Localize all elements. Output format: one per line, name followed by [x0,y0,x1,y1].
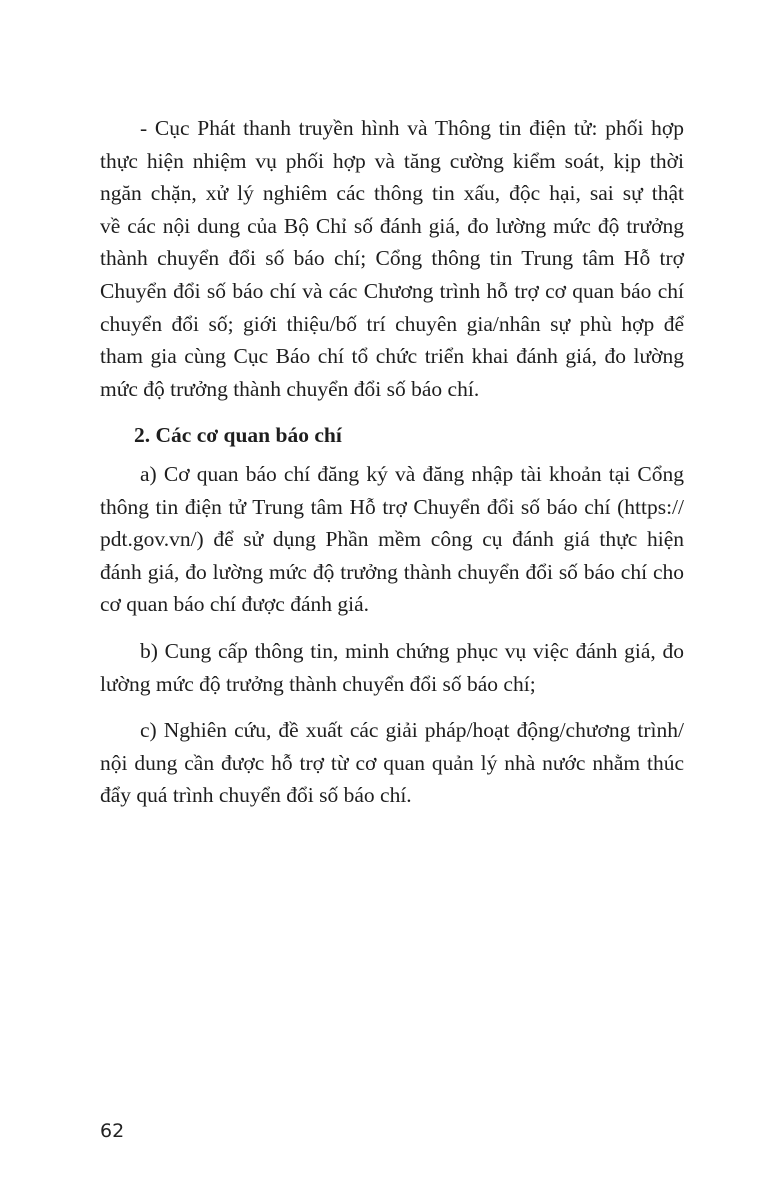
text-line: đẩy quá trình chuyển đổi số báo chí. [100,783,412,808]
page-number: 62 [100,1120,125,1142]
item-b-paragraph [100,635,684,700]
text-line: ngăn chặn, xử lý nghiêm các thông tin xấu, độc hại, sai sự thật [100,181,684,206]
text-line: tham gia cùng Cục Báo chí tổ chức triển khai đánh giá, đo lường [100,344,684,369]
text-line: thông tin điện tử Trung tâm Hỗ trợ Chuyển đổi số báo chí (https:// [100,494,684,519]
text-line: c) Nghiên cứu, đề xuất các giải pháp/hoạt động/chương trình/ [140,718,684,743]
text-line: cơ quan báo chí được đánh giá. [100,592,370,617]
text-line: lường mức độ trưởng thành chuyển đổi số báo chí; [100,671,536,696]
paragraph-gap [100,405,684,419]
paragraph-broadcasting-department [100,112,684,405]
text-line: nội dung cần được hỗ trợ từ cơ quan quản lý nhà nước nhằm thúc [100,750,684,775]
item-c-paragraph [100,714,684,812]
text-line: mức độ trưởng thành chuyển đổi số báo chí. [100,376,480,401]
document-page [100,112,684,812]
text-line: a) Cơ quan báo chí đăng ký và đăng nhập tài khoản tại Cổng [140,461,684,486]
text-line: pdt.gov.vn/) để sử dụng Phần mềm công cụ đánh giá thực hiện [100,527,684,552]
text-line: thành chuyển đổi số báo chí; Cổng thông tin Trung tâm Hỗ trợ [100,246,684,271]
text-line: - Cục Phát thanh truyền hình và Thông tin điện tử: phối hợp [140,116,684,140]
paragraph-gap [100,621,684,635]
text-line: Chuyển đổi số báo chí và các Chương trình hỗ trợ cơ quan báo chí [100,278,684,303]
text-line: thực hiện nhiệm vụ phối hợp và tăng cường kiểm soát, kịp thời [100,148,684,173]
text-line: chuyển đổi số; giới thiệu/bố trí chuyên gia/nhân sự phù hợp để [100,311,684,336]
text-line: về các nội dung của Bộ Chỉ số đánh giá, đo lường mức độ trưởng [100,213,684,238]
text-line: b) Cung cấp thông tin, minh chứng phục vụ việc đánh giá, đo [140,638,684,663]
text-line: đánh giá, đo lường mức độ trưởng thành chuyển đổi số báo chí cho [100,559,684,584]
item-a-paragraph [100,458,684,621]
paragraph-gap [100,700,684,714]
section-heading: 2. Các cơ quan báo chí [134,423,342,448]
